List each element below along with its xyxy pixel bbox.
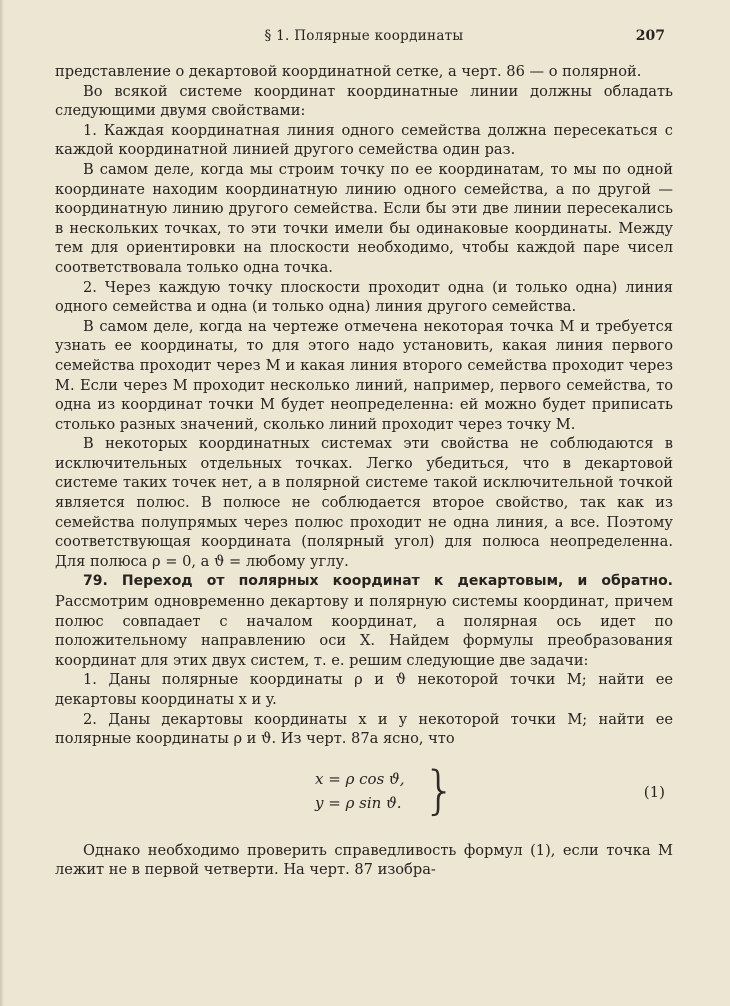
section-heading: 79. Переход от полярных координат к декартовым, и обратно.: [83, 573, 673, 590]
section-text: Рассмотрим одновременно декартову и полярную системы координат, причем полюс совпадает с началом координат, а полярная ось идет по положительному направлению оси X. Найдем формулы преобразования координат для этих двух систем, т. е. решим следующие две задачи:: [55, 593, 673, 669]
equation-number: (1): [643, 782, 665, 801]
header-title: § 1. Полярные координаты: [264, 28, 464, 44]
page-body: [55, 62, 673, 880]
paragraph-property-2: 2. Через каждую точку плоскости проходит одна (и только одна) линия одного семейства и одна (и только одна) линия другого семейства.: [55, 278, 673, 316]
paragraph-property-2-explanation: В самом деле, когда на чертеже отмечена некоторая точка M и требуется узнать ее координаты, то для этого надо установить, какая линия первого семейства проходит через M и какая линия второго семейства проходит через M. Если через M проходит несколько линий, например, первого семейства, то одна из координат точки M будет неопределенна: ей можно будет приписать столько разных значений, сколько линий проходит через точку M.: [55, 317, 673, 433]
right-brace: }: [423, 760, 457, 821]
paragraph-exceptional-points: В некоторых координатных системах эти свойства не соблюдаются в исключительных отдельных точках. Легко убедиться, что в декартовой системе таких точек нет, а в полярной системе такой исключительной точкой является полюс. В полюсе не соблюдается второе свойство, так как из семейства полупрямых через полюс проходит не одна линия, а все. Поэтому соответствующая координата (полярный угол) для полюса неопределенна. Для полюса ρ = 0, а ϑ = любому углу.: [55, 435, 673, 570]
formula-block: [55, 760, 673, 825]
paragraph-continuation: представление о декартовой координатной сетке, а черт. 86 — о полярной.: [55, 63, 642, 80]
page-number: 207: [635, 28, 665, 44]
section-79: [55, 571, 673, 670]
running-header: [55, 28, 673, 50]
formula-line-x: x = ρ cos ϑ,: [315, 769, 405, 788]
paragraph-properties-intro: Во всякой системе координат координатные линии должны обладать следующими двумя свойствами:: [55, 82, 673, 120]
paragraph-property-1-explanation: В самом деле, когда мы строим точку по ее координатам, то мы по одной координате находим координатную линию одного семейства, а по другой — координатную линию другого семейства. Если бы эти две линии пересекались в нескольких точках, то эти точки имели бы одинаковые координаты. Между тем для ориентировки на плоскости необходимо, чтобы каждой паре чисел соответствовала только одна точка.: [55, 160, 673, 276]
formula-lines: [315, 767, 405, 815]
task-2: 2. Даны декартовы координаты x и y некоторой точки M; найти ее полярные координаты ρ и ϑ. Из черт. 87а ясно, что: [55, 710, 673, 748]
task-1: 1. Даны полярные координаты ρ и ϑ некоторой точки M; найти ее декартовы координаты x и y.: [55, 671, 673, 708]
paragraph-property-1: 1. Каждая координатная линия одного семейства должна пересекаться с каждой координатной линией другого семейства один раз.: [55, 121, 673, 159]
formula-line-y: y = ρ sin ϑ.: [315, 793, 402, 812]
paragraph-closing: Однако необходимо проверить справедливость формул (1), если точка M лежит не в первой четверти. На черт. 87 изобра-: [55, 841, 673, 879]
page-edge: [0, 0, 4, 1006]
